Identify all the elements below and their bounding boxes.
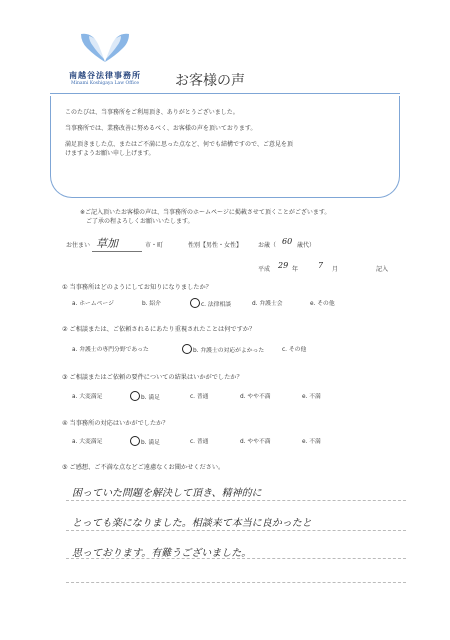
question-1: ① 当事務所はどのようにしてお知りになりましたか？ (62, 284, 212, 291)
page-title: お客様の声 (175, 73, 245, 89)
comment-rule-3 (66, 558, 406, 559)
comment-rule-4 (66, 582, 406, 583)
gender-label: 性別【男性・女性】 (188, 242, 243, 249)
intro-text-3b: けますようお願い申し上げます。 (65, 150, 155, 157)
entry-label: 記入 (376, 266, 389, 273)
q4-option-c[interactable]: c. 普通 (190, 439, 209, 445)
age-value[interactable]: 60 (282, 237, 293, 246)
q1-option-b[interactable]: b. 紹介 (142, 301, 161, 307)
question-2: ② ご相談または、ご依頼されるにあたり重視されたことは何ですか？ (62, 326, 256, 333)
month-value[interactable]: 7 (318, 261, 324, 270)
q1-option-e[interactable]: e. その他 (310, 301, 335, 307)
comment-line-3[interactable]: 思っております。有難うございました。 (72, 548, 252, 559)
notice (80, 208, 410, 226)
q3-option-d[interactable]: d. やや不満 (240, 394, 271, 400)
intro-text-1: このたびは、当事務所をご利用頂き、ありがとうございました。 (65, 109, 239, 116)
selected-circle-icon (190, 298, 200, 308)
q4-option-e[interactable]: e. 不満 (302, 439, 321, 445)
intro-text-3a: 満足頂きました点、またはご不満に思った点など、何でも結構ですので、ご意見を頂 (65, 141, 293, 148)
intro-box (50, 96, 400, 198)
title-divider (50, 93, 400, 94)
notice-line-2: ご了承の程よろしくお願いいたします。 (86, 218, 194, 225)
address-label: お住まい (66, 242, 91, 249)
city-label: 市・町 (145, 242, 164, 249)
address-value[interactable]: 草加 (96, 237, 118, 250)
q3-option-c[interactable]: c. 普通 (190, 394, 209, 400)
comment-rule-1 (66, 500, 406, 501)
year-label: 年 (292, 266, 299, 273)
notice-line-1: ※ご記入頂いたお客様の声は、当事務所のホームページに掲載させて頂くことがございます。 (80, 209, 331, 216)
office-sub: Minami Koshigaya Law Office (70, 81, 140, 86)
age-label: お歳（ (258, 242, 277, 249)
comment-line-2[interactable]: とっても楽になりました。相談来て本当に良かったと (72, 518, 312, 529)
q4-option-a[interactable]: a. 大変満足 (72, 439, 103, 445)
q4-option-b[interactable]: b. 満足 (132, 436, 160, 446)
question-4: ④ 当事務所の対応はいかがでしたか？ (62, 420, 169, 427)
q4-option-d[interactable]: d. やや不満 (240, 439, 271, 445)
q2-option-c[interactable]: c. その他 (282, 347, 307, 353)
month-label: 月 (332, 266, 339, 273)
year-value[interactable]: 29 (278, 261, 289, 270)
comment-line-1[interactable]: 困っていた問題を解決して頂き、精神的に (72, 488, 262, 499)
q2-option-a[interactable]: a. 弁護士の専門分野であった (72, 347, 149, 353)
q3-option-e[interactable]: e. 不満 (302, 394, 321, 400)
age-suffix: 歳代） (297, 242, 316, 249)
selected-circle-icon (130, 436, 140, 446)
office-logo (50, 30, 160, 86)
selected-circle-icon (130, 391, 140, 401)
logo-mark-icon (75, 30, 135, 64)
office-name: 南越谷法律事務所 (69, 71, 141, 80)
q3-option-a[interactable]: a. 大変満足 (72, 394, 103, 400)
q1-option-a[interactable]: a. ホームページ (72, 301, 114, 307)
q2-option-b[interactable]: b. 弁護士の対応がよかった (184, 344, 264, 354)
address-underline (92, 251, 142, 252)
comment-rule-2 (66, 530, 406, 531)
era-label: 平成 (258, 266, 271, 273)
selected-circle-icon (182, 344, 192, 354)
question-5: ⑤ ご感想、ご不満な点などご遠慮なくお聞かせください。 (62, 464, 225, 471)
question-3: ③ ご相談またはご依頼の要件についての結果はいかがでしたか？ (62, 374, 243, 381)
q3-option-b[interactable]: b. 満足 (132, 391, 160, 401)
q1-option-c[interactable]: c. 法律相談 (192, 298, 231, 308)
q1-option-d[interactable]: d. 弁護士会 (252, 301, 283, 307)
intro-text-2: 当事務所では、業務改善に努めるべく、お客様の声を頂いております。 (65, 125, 257, 132)
